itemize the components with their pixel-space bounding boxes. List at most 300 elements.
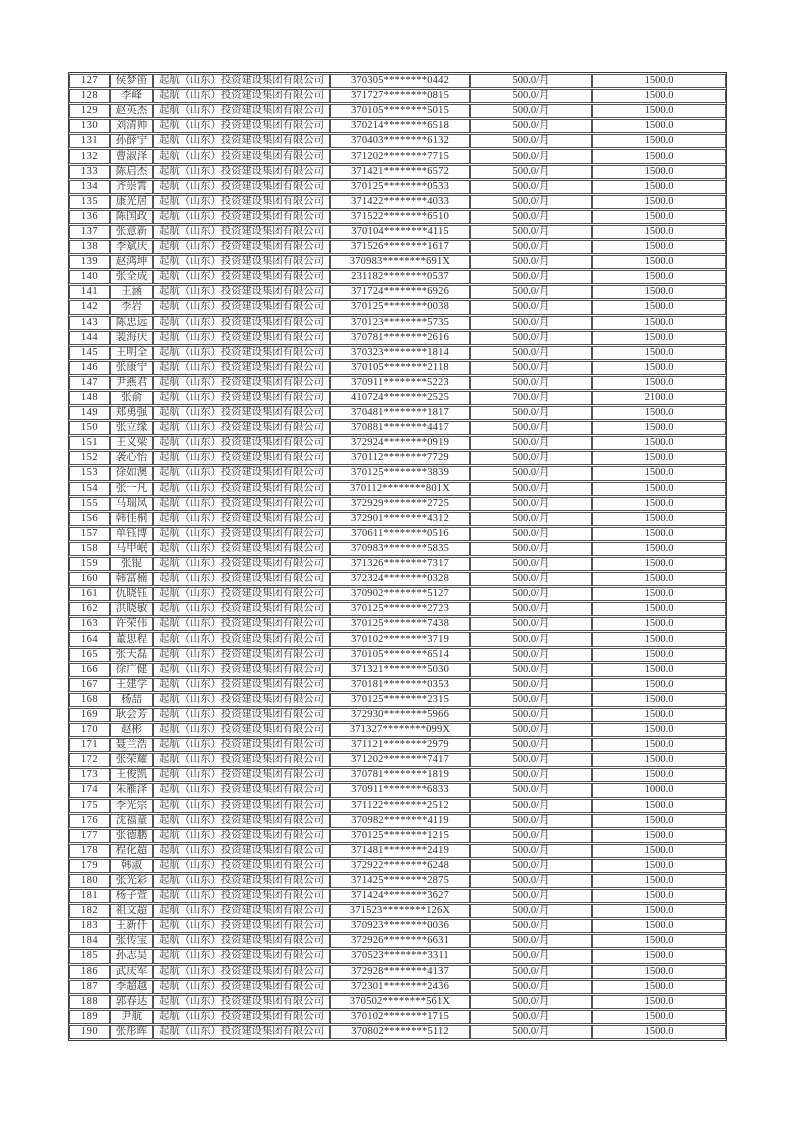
cell-company: 起航（山东）投资建设集团有限公司 <box>153 859 330 873</box>
table-row <box>69 240 726 254</box>
cell-num: 168 <box>69 693 110 707</box>
cell-total: 1500.0 <box>592 482 726 496</box>
cell-total: 1500.0 <box>592 89 726 103</box>
cell-name: 聂兰浩 <box>110 738 153 752</box>
table-row <box>69 165 726 179</box>
cell-name: 侯梦笛 <box>110 74 153 88</box>
table-row <box>69 195 726 209</box>
cell-id: 370181********0353 <box>330 678 470 692</box>
cell-num: 183 <box>69 919 110 933</box>
table-row <box>69 104 726 118</box>
cell-company: 起航（山东）投资建设集团有限公司 <box>153 889 330 903</box>
table-row <box>69 225 726 239</box>
table-row <box>69 723 726 737</box>
cell-name: 朱雁泽 <box>110 783 153 797</box>
cell-monthly: 500.0/月 <box>470 980 592 994</box>
table-row <box>69 421 726 435</box>
table-row <box>69 934 726 948</box>
table-row <box>69 376 726 390</box>
cell-monthly: 500.0/月 <box>470 74 592 88</box>
cell-total: 1500.0 <box>592 225 726 239</box>
cell-monthly: 500.0/月 <box>470 995 592 1009</box>
cell-company: 起航（山东）投资建设集团有限公司 <box>153 240 330 254</box>
cell-monthly: 500.0/月 <box>470 542 592 556</box>
cell-num: 171 <box>69 738 110 752</box>
cell-name: 张天磊 <box>110 648 153 662</box>
cell-name: 张俞 <box>110 391 153 405</box>
cell-num: 134 <box>69 180 110 194</box>
table-row <box>69 180 726 194</box>
cell-total: 1500.0 <box>592 195 726 209</box>
cell-monthly: 500.0/月 <box>470 512 592 526</box>
table-body <box>69 74 726 1039</box>
cell-id: 370911********5223 <box>330 376 470 390</box>
table-row <box>69 527 726 541</box>
cell-num: 176 <box>69 814 110 828</box>
cell-num: 179 <box>69 859 110 873</box>
subsidy-roster-table <box>68 72 727 1041</box>
cell-name: 张传宝 <box>110 934 153 948</box>
cell-total: 1500.0 <box>592 119 726 133</box>
cell-company: 起航（山东）投资建设集团有限公司 <box>153 768 330 782</box>
cell-num: 189 <box>69 1010 110 1024</box>
cell-num: 170 <box>69 723 110 737</box>
cell-monthly: 500.0/月 <box>470 678 592 692</box>
cell-id: 372301********2436 <box>330 980 470 994</box>
cell-total: 1500.0 <box>592 180 726 194</box>
cell-id: 371727********0815 <box>330 89 470 103</box>
table-row <box>69 361 726 375</box>
cell-name: 陈忠远 <box>110 316 153 330</box>
cell-monthly: 500.0/月 <box>470 134 592 148</box>
cell-name: 康光居 <box>110 195 153 209</box>
cell-name: 裴海庆 <box>110 331 153 345</box>
cell-id: 371526********1617 <box>330 240 470 254</box>
table-row <box>69 285 726 299</box>
cell-num: 169 <box>69 708 110 722</box>
cell-num: 133 <box>69 165 110 179</box>
cell-name: 王新仟 <box>110 919 153 933</box>
cell-name: 袭心怡 <box>110 451 153 465</box>
cell-company: 起航（山东）投资建设集团有限公司 <box>153 934 330 948</box>
cell-total: 1500.0 <box>592 104 726 118</box>
cell-total: 1000.0 <box>592 783 726 797</box>
cell-monthly: 500.0/月 <box>470 180 592 194</box>
cell-id: 370125********0533 <box>330 180 470 194</box>
cell-id: 371425********2875 <box>330 874 470 888</box>
cell-id: 231182********0537 <box>330 270 470 284</box>
cell-name: 齐崇霄 <box>110 180 153 194</box>
table-row <box>69 255 726 269</box>
cell-monthly: 500.0/月 <box>470 663 592 677</box>
cell-total: 1500.0 <box>592 904 726 918</box>
cell-num: 159 <box>69 557 110 571</box>
cell-company: 起航（山东）投资建设集团有限公司 <box>153 300 330 314</box>
cell-num: 160 <box>69 572 110 586</box>
cell-name: 王俊凯 <box>110 768 153 782</box>
cell-company: 起航（山东）投资建设集团有限公司 <box>153 799 330 813</box>
cell-id: 371321********5030 <box>330 663 470 677</box>
cell-monthly: 500.0/月 <box>470 346 592 360</box>
cell-monthly: 500.0/月 <box>470 89 592 103</box>
cell-num: 148 <box>69 391 110 405</box>
cell-id: 410724********2525 <box>330 391 470 405</box>
table-row <box>69 482 726 496</box>
cell-id: 370982********4119 <box>330 814 470 828</box>
cell-num: 145 <box>69 346 110 360</box>
cell-total: 1500.0 <box>592 527 726 541</box>
cell-id: 372929********2725 <box>330 497 470 511</box>
cell-monthly: 500.0/月 <box>470 421 592 435</box>
cell-id: 371724********6926 <box>330 285 470 299</box>
cell-company: 起航（山东）投资建设集团有限公司 <box>153 210 330 224</box>
cell-id: 370125********2315 <box>330 693 470 707</box>
cell-monthly: 500.0/月 <box>470 300 592 314</box>
cell-num: 181 <box>69 889 110 903</box>
cell-monthly: 500.0/月 <box>470 587 592 601</box>
cell-name: 武庆军 <box>110 965 153 979</box>
cell-id: 372928********4137 <box>330 965 470 979</box>
table-row <box>69 859 726 873</box>
cell-name: 张荣耀 <box>110 753 153 767</box>
table-row <box>69 965 726 979</box>
cell-num: 165 <box>69 648 110 662</box>
cell-num: 187 <box>69 980 110 994</box>
table-row <box>69 783 726 797</box>
cell-id: 370781********1819 <box>330 768 470 782</box>
cell-num: 163 <box>69 617 110 631</box>
cell-id: 371523********126X <box>330 904 470 918</box>
cell-num: 140 <box>69 270 110 284</box>
cell-company: 起航（山东）投资建设集团有限公司 <box>153 421 330 435</box>
cell-name: 尹航 <box>110 1010 153 1024</box>
table-row <box>69 436 726 450</box>
cell-total: 1500.0 <box>592 436 726 450</box>
cell-name: 郭春达 <box>110 995 153 1009</box>
cell-total: 1500.0 <box>592 406 726 420</box>
cell-company: 起航（山东）投资建设集团有限公司 <box>153 632 330 646</box>
cell-total: 1500.0 <box>592 165 726 179</box>
cell-monthly: 500.0/月 <box>470 557 592 571</box>
cell-id: 372924********0919 <box>330 436 470 450</box>
cell-company: 起航（山东）投资建设集团有限公司 <box>153 527 330 541</box>
cell-total: 1500.0 <box>592 708 726 722</box>
table-row <box>69 814 726 828</box>
cell-company: 起航（山东）投资建设集团有限公司 <box>153 874 330 888</box>
cell-name: 马甲岷 <box>110 542 153 556</box>
cell-monthly: 500.0/月 <box>470 149 592 163</box>
cell-total: 1500.0 <box>592 149 726 163</box>
cell-total: 1500.0 <box>592 829 726 843</box>
cell-name: 张锟 <box>110 557 153 571</box>
cell-monthly: 500.0/月 <box>470 255 592 269</box>
cell-num: 155 <box>69 497 110 511</box>
cell-num: 185 <box>69 949 110 963</box>
cell-num: 156 <box>69 512 110 526</box>
cell-company: 起航（山东）投资建设集团有限公司 <box>153 451 330 465</box>
cell-total: 1500.0 <box>592 753 726 767</box>
cell-company: 起航（山东）投资建设集团有限公司 <box>153 466 330 480</box>
cell-id: 370781********2616 <box>330 331 470 345</box>
cell-company: 起航（山东）投资建设集团有限公司 <box>153 723 330 737</box>
table-row <box>69 74 726 88</box>
cell-total: 1500.0 <box>592 542 726 556</box>
table-row <box>69 693 726 707</box>
cell-name: 曹淑泽 <box>110 149 153 163</box>
cell-num: 164 <box>69 632 110 646</box>
cell-id: 371202********7417 <box>330 753 470 767</box>
table-row <box>69 919 726 933</box>
cell-company: 起航（山东）投资建设集团有限公司 <box>153 738 330 752</box>
cell-name: 杨喆 <box>110 693 153 707</box>
cell-company: 起航（山东）投资建设集团有限公司 <box>153 497 330 511</box>
cell-total: 1500.0 <box>592 421 726 435</box>
cell-name: 韩佳桐 <box>110 512 153 526</box>
cell-id: 372901********4312 <box>330 512 470 526</box>
cell-total: 1500.0 <box>592 1010 726 1024</box>
cell-num: 144 <box>69 331 110 345</box>
cell-id: 370125********0038 <box>330 300 470 314</box>
cell-total: 1500.0 <box>592 497 726 511</box>
cell-id: 370105********5015 <box>330 104 470 118</box>
cell-id: 370983********691X <box>330 255 470 269</box>
cell-name: 王建学 <box>110 678 153 692</box>
cell-company: 起航（山东）投资建设集团有限公司 <box>153 119 330 133</box>
cell-monthly: 500.0/月 <box>470 165 592 179</box>
cell-monthly: 500.0/月 <box>470 799 592 813</box>
cell-company: 起航（山东）投资建设集团有限公司 <box>153 149 330 163</box>
cell-total: 1500.0 <box>592 512 726 526</box>
cell-num: 162 <box>69 602 110 616</box>
cell-num: 161 <box>69 587 110 601</box>
cell-company: 起航（山东）投资建设集团有限公司 <box>153 331 330 345</box>
cell-company: 起航（山东）投资建设集团有限公司 <box>153 361 330 375</box>
cell-monthly: 500.0/月 <box>470 602 592 616</box>
cell-company: 起航（山东）投资建设集团有限公司 <box>153 844 330 858</box>
table-row <box>69 119 726 133</box>
cell-name: 郑勇强 <box>110 406 153 420</box>
cell-id: 370105********2118 <box>330 361 470 375</box>
cell-company: 起航（山东）投资建设集团有限公司 <box>153 904 330 918</box>
cell-total: 1500.0 <box>592 74 726 88</box>
table-row <box>69 995 726 1009</box>
cell-num: 135 <box>69 195 110 209</box>
cell-num: 151 <box>69 436 110 450</box>
cell-name: 沈福童 <box>110 814 153 828</box>
cell-monthly: 500.0/月 <box>470 527 592 541</box>
table-row <box>69 300 726 314</box>
cell-company: 起航（山东）投资建设集团有限公司 <box>153 829 330 843</box>
table-row <box>69 678 726 692</box>
table-row <box>69 949 726 963</box>
cell-monthly: 500.0/月 <box>470 617 592 631</box>
cell-monthly: 500.0/月 <box>470 572 592 586</box>
cell-total: 1500.0 <box>592 255 726 269</box>
cell-company: 起航（山东）投资建设集团有限公司 <box>153 617 330 631</box>
cell-monthly: 500.0/月 <box>470 965 592 979</box>
cell-company: 起航（山东）投资建设集团有限公司 <box>153 602 330 616</box>
cell-num: 186 <box>69 965 110 979</box>
cell-num: 182 <box>69 904 110 918</box>
cell-id: 371326********7317 <box>330 557 470 571</box>
cell-total: 1500.0 <box>592 1025 726 1039</box>
cell-total: 1500.0 <box>592 572 726 586</box>
cell-company: 起航（山东）投资建设集团有限公司 <box>153 270 330 284</box>
table-row <box>69 768 726 782</box>
cell-id: 370112********801X <box>330 482 470 496</box>
cell-name: 李斌庆 <box>110 240 153 254</box>
cell-company: 起航（山东）投资建设集团有限公司 <box>153 376 330 390</box>
cell-id: 371522********6510 <box>330 210 470 224</box>
cell-num: 150 <box>69 421 110 435</box>
cell-num: 132 <box>69 149 110 163</box>
cell-num: 157 <box>69 527 110 541</box>
cell-name: 孙薛宁 <box>110 134 153 148</box>
cell-total: 1500.0 <box>592 602 726 616</box>
cell-num: 138 <box>69 240 110 254</box>
cell-num: 184 <box>69 934 110 948</box>
cell-name: 陈国政 <box>110 210 153 224</box>
cell-total: 1500.0 <box>592 451 726 465</box>
cell-monthly: 500.0/月 <box>470 889 592 903</box>
cell-company: 起航（山东）投资建设集团有限公司 <box>153 814 330 828</box>
cell-id: 371121********2979 <box>330 738 470 752</box>
cell-total: 1500.0 <box>592 844 726 858</box>
cell-num: 128 <box>69 89 110 103</box>
cell-num: 147 <box>69 376 110 390</box>
cell-total: 1500.0 <box>592 678 726 692</box>
cell-total: 1500.0 <box>592 965 726 979</box>
cell-company: 起航（山东）投资建设集团有限公司 <box>153 965 330 979</box>
cell-num: 149 <box>69 406 110 420</box>
cell-name: 杨子萱 <box>110 889 153 903</box>
cell-num: 139 <box>69 255 110 269</box>
table-row <box>69 904 726 918</box>
cell-monthly: 500.0/月 <box>470 693 592 707</box>
cell-id: 370902********5127 <box>330 587 470 601</box>
cell-company: 起航（山东）投资建设集团有限公司 <box>153 949 330 963</box>
cell-monthly: 500.0/月 <box>470 1010 592 1024</box>
cell-company: 起航（山东）投资建设集团有限公司 <box>153 89 330 103</box>
cell-total: 2100.0 <box>592 391 726 405</box>
cell-total: 1500.0 <box>592 859 726 873</box>
cell-name: 赵英杰 <box>110 104 153 118</box>
cell-id: 371424********3627 <box>330 889 470 903</box>
cell-total: 1500.0 <box>592 949 726 963</box>
cell-name: 董思程 <box>110 632 153 646</box>
table-row <box>69 874 726 888</box>
cell-monthly: 500.0/月 <box>470 406 592 420</box>
cell-total: 1500.0 <box>592 331 726 345</box>
cell-total: 1500.0 <box>592 874 726 888</box>
cell-monthly: 500.0/月 <box>470 285 592 299</box>
cell-id: 370112********7729 <box>330 451 470 465</box>
cell-monthly: 500.0/月 <box>470 270 592 284</box>
table-row <box>69 149 726 163</box>
cell-id: 370125********7438 <box>330 617 470 631</box>
cell-monthly: 500.0/月 <box>470 331 592 345</box>
cell-name: 张一凡 <box>110 482 153 496</box>
cell-num: 190 <box>69 1025 110 1039</box>
cell-total: 1500.0 <box>592 346 726 360</box>
cell-company: 起航（山东）投资建设集团有限公司 <box>153 753 330 767</box>
cell-company: 起航（山东）投资建设集团有限公司 <box>153 693 330 707</box>
cell-id: 371421********6572 <box>330 165 470 179</box>
cell-company: 起航（山东）投资建设集团有限公司 <box>153 783 330 797</box>
cell-monthly: 500.0/月 <box>470 648 592 662</box>
table-row <box>69 542 726 556</box>
cell-total: 1500.0 <box>592 889 726 903</box>
table-row <box>69 648 726 662</box>
cell-id: 370923********0036 <box>330 919 470 933</box>
cell-total: 1500.0 <box>592 210 726 224</box>
cell-company: 起航（山东）投资建设集团有限公司 <box>153 104 330 118</box>
cell-monthly: 500.0/月 <box>470 210 592 224</box>
cell-id: 370102********3719 <box>330 632 470 646</box>
cell-num: 142 <box>69 300 110 314</box>
cell-monthly: 500.0/月 <box>470 104 592 118</box>
cell-num: 130 <box>69 119 110 133</box>
cell-name: 王义梁 <box>110 436 153 450</box>
cell-company: 起航（山东）投资建设集团有限公司 <box>153 346 330 360</box>
table-row <box>69 632 726 646</box>
cell-id: 370305********0442 <box>330 74 470 88</box>
cell-num: 174 <box>69 783 110 797</box>
table-row <box>69 663 726 677</box>
cell-num: 180 <box>69 874 110 888</box>
cell-id: 370105********6514 <box>330 648 470 662</box>
cell-company: 起航（山东）投资建设集团有限公司 <box>153 225 330 239</box>
cell-num: 154 <box>69 482 110 496</box>
table-row <box>69 270 726 284</box>
cell-monthly: 500.0/月 <box>470 844 592 858</box>
cell-total: 1500.0 <box>592 285 726 299</box>
cell-company: 起航（山东）投资建设集团有限公司 <box>153 436 330 450</box>
cell-monthly: 500.0/月 <box>470 482 592 496</box>
cell-name: 王涵 <box>110 285 153 299</box>
cell-monthly: 500.0/月 <box>470 466 592 480</box>
table-row <box>69 331 726 345</box>
cell-company: 起航（山东）投资建设集团有限公司 <box>153 391 330 405</box>
cell-company: 起航（山东）投资建设集团有限公司 <box>153 587 330 601</box>
table-row <box>69 557 726 571</box>
cell-company: 起航（山东）投资建设集团有限公司 <box>153 165 330 179</box>
table-row <box>69 1010 726 1024</box>
cell-total: 1500.0 <box>592 557 726 571</box>
cell-name: 仇晓钰 <box>110 587 153 601</box>
cell-num: 141 <box>69 285 110 299</box>
cell-company: 起航（山东）投资建设集团有限公司 <box>153 406 330 420</box>
cell-company: 起航（山东）投资建设集团有限公司 <box>153 557 330 571</box>
cell-name: 张德鹏 <box>110 829 153 843</box>
cell-name: 程化超 <box>110 844 153 858</box>
cell-monthly: 500.0/月 <box>470 225 592 239</box>
cell-id: 370214********6518 <box>330 119 470 133</box>
cell-total: 1500.0 <box>592 814 726 828</box>
cell-monthly: 500.0/月 <box>470 119 592 133</box>
cell-total: 1500.0 <box>592 934 726 948</box>
cell-name: 李光宗 <box>110 799 153 813</box>
cell-company: 起航（山东）投资建设集团有限公司 <box>153 542 330 556</box>
cell-name: 洪晓敏 <box>110 602 153 616</box>
cell-name: 耿会芳 <box>110 708 153 722</box>
cell-company: 起航（山东）投资建设集团有限公司 <box>153 663 330 677</box>
cell-id: 370502********561X <box>330 995 470 1009</box>
cell-id: 371327********099X <box>330 723 470 737</box>
cell-name: 张光彩 <box>110 874 153 888</box>
cell-id: 370125********1215 <box>330 829 470 843</box>
cell-num: 143 <box>69 316 110 330</box>
